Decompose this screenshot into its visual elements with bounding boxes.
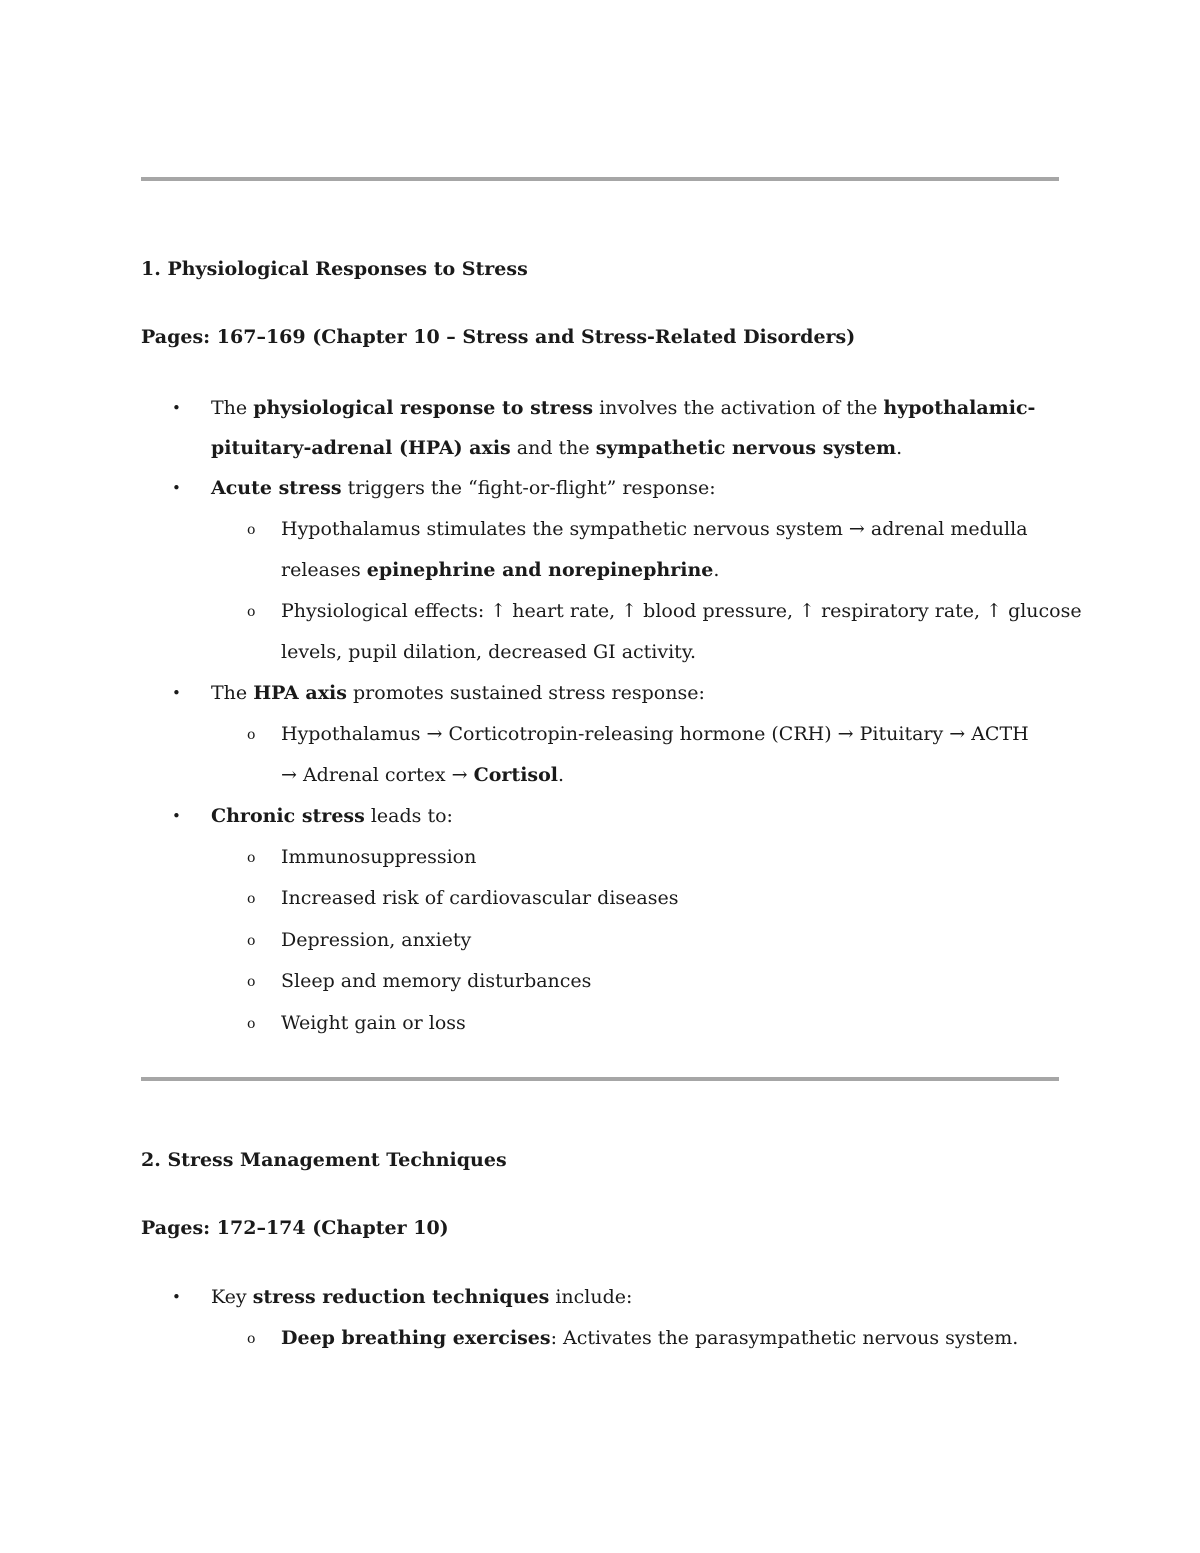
sub-list-item-continued: releases epinephrine and norepinephrine. xyxy=(281,559,720,581)
horizontal-rule-top xyxy=(141,177,1059,181)
list-item: The HPA axis promotes sustained stress response: xyxy=(211,682,705,704)
list-item: Chronic stress leads to: xyxy=(211,805,453,827)
sub-bullet-glyph: o xyxy=(247,727,256,743)
sub-list-item: Immunosuppression xyxy=(281,846,477,868)
sub-list-item: Physiological effects: ↑ heart rate, ↑ blood pressure, ↑ respiratory rate, ↑ glucose xyxy=(281,600,1082,622)
sub-bullet-glyph: o xyxy=(247,604,256,620)
list-item: The physiological response to stress involves the activation of the hypothalamic- xyxy=(211,397,1036,419)
section-1-title: 1. Physiological Responses to Stress xyxy=(141,258,528,280)
sub-list-item: Depression, anxiety xyxy=(281,929,472,951)
sub-list-item-continued: → Adrenal cortex → Cortisol. xyxy=(281,764,565,786)
bullet-glyph: • xyxy=(172,399,181,417)
sub-bullet-glyph: o xyxy=(247,1016,256,1032)
sub-list-item: Hypothalamus → Corticotropin-releasing hormone (CRH) → Pituitary → ACTH xyxy=(281,723,1029,745)
horizontal-rule-middle xyxy=(141,1077,1059,1081)
bullet-glyph: • xyxy=(172,1288,181,1306)
sub-bullet-glyph: o xyxy=(247,522,256,538)
sub-list-item-continued: levels, pupil dilation, decreased GI activity. xyxy=(281,641,697,663)
sub-list-item: Sleep and memory disturbances xyxy=(281,970,592,992)
sub-bullet-glyph: o xyxy=(247,850,256,866)
bullet-glyph: • xyxy=(172,684,181,702)
sub-list-item: Hypothalamus stimulates the sympathetic nervous system → adrenal medulla xyxy=(281,518,1028,540)
sub-bullet-glyph: o xyxy=(247,1331,256,1347)
sub-list-item: Increased risk of cardiovascular diseases xyxy=(281,887,679,909)
sub-bullet-glyph: o xyxy=(247,974,256,990)
list-item-continued: pituitary-adrenal (HPA) axis and the sympathetic nervous system. xyxy=(211,437,903,459)
bullet-glyph: • xyxy=(172,807,181,825)
section-1-pages: Pages: 167–169 (Chapter 10 – Stress and Stress-Related Disorders) xyxy=(141,326,856,348)
bullet-glyph: • xyxy=(172,479,181,497)
list-item: Key stress reduction techniques include: xyxy=(211,1286,633,1308)
section-2-title: 2. Stress Management Techniques xyxy=(141,1149,507,1171)
sub-list-item: Deep breathing exercises: Activates the parasympathetic nervous system. xyxy=(281,1327,1019,1349)
sub-list-item: Weight gain or loss xyxy=(281,1012,466,1034)
section-2-pages: Pages: 172–174 (Chapter 10) xyxy=(141,1217,449,1239)
sub-bullet-glyph: o xyxy=(247,933,256,949)
list-item: Acute stress triggers the “fight-or-flight” response: xyxy=(211,477,716,499)
sub-bullet-glyph: o xyxy=(247,891,256,907)
